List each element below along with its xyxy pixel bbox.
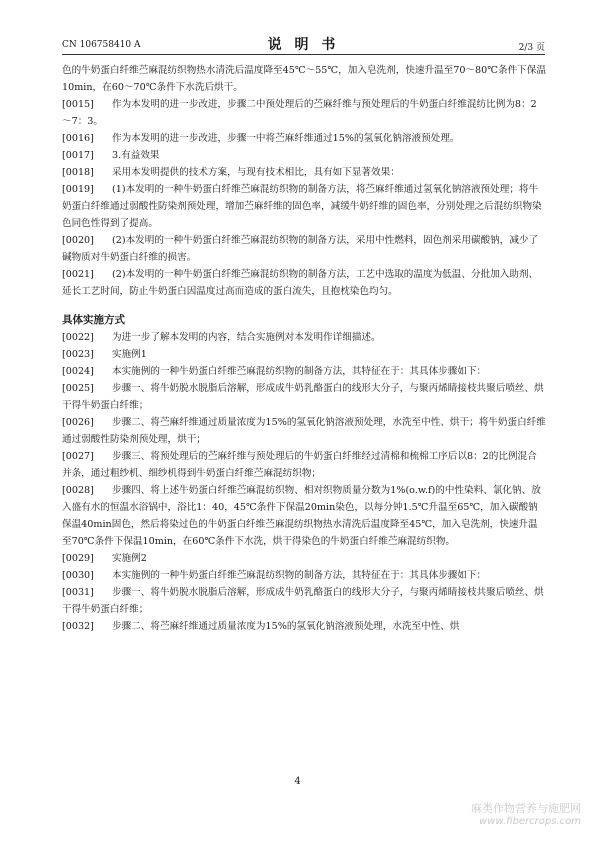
paragraph <box>62 346 546 363</box>
watermark <box>471 800 581 827</box>
paragraph-text: 步骤二、将苎麻纤维通过质量浓度为15%的氢氧化钠溶液预处理，水洗至中性、烘 <box>112 621 460 632</box>
paragraph-text: 实施例2 <box>112 553 147 564</box>
paragraph <box>62 618 546 635</box>
paragraph-text: (1)本发明的一种牛奶蛋白纤维苎麻混纺织物的制备方法，将苎麻纤维通过氢氧化钠溶液预处理；将牛奶蛋白纤维通过弱酸性防染剂预处理，增加苎麻纤维的固色率，减缓牛奶纤维的固色率，分别处理之后混纺织物染色同色性得到了提高。 <box>62 184 542 229</box>
paragraph-number: [0019] <box>62 184 94 195</box>
watermark-url: www.fibercrops.com <box>479 816 581 827</box>
paragraph-number: [0024] <box>62 366 94 377</box>
paragraph-number: [0022] <box>62 332 94 343</box>
paragraph-text: (2)本发明的一种牛奶蛋白纤维苎麻混纺织物的制备方法，采用中性燃料，固色剂采用碳酸钠，减少了碱物质对牛奶蛋白纤维的损害。 <box>62 235 539 263</box>
paragraph-text: 作为本发明的进一步改进，步骤一中将苎麻纤维通过15%的氢氧化钠溶液预处理。 <box>112 133 460 144</box>
paragraph-number: [0020] <box>62 235 94 246</box>
page-indicator: 2/3 页 <box>518 43 545 53</box>
paragraph <box>62 147 546 164</box>
paragraph <box>62 266 546 300</box>
paragraph <box>62 164 546 181</box>
paragraph <box>62 448 546 482</box>
paragraph <box>62 232 546 266</box>
paragraph-text: 步骤四、将上述牛奶蛋白纤维苎麻混纺织物、相对织物质量分数为1%(o.w.f)的中性染料、氯化钠、放入盛有水的恒温水浴锅中，浴比1：40，45℃条件下保温20min染色，以每分钟1.5℃升温至65℃，加入碳酸钠保温40min固色，然后将染过色的牛奶蛋白纤维苎麻混纺织物热水清洗后温度降至45℃，加入皂洗剂，快速升温至70℃条件下保温10min，在60℃条件下水洗，烘干得染色的牛奶蛋白纤维苎麻混纺织物。 <box>62 485 541 547</box>
patent-number: CN 106758410 A <box>62 40 141 50</box>
paragraph-text: 为进一步了解本发明的内容，结合实施例对本发明作详细描述。 <box>112 332 381 343</box>
watermark-site-name: 麻类作物营养与施肥网 <box>471 802 581 815</box>
paragraph <box>62 567 546 584</box>
paragraph <box>62 482 546 550</box>
paragraph-number: [0015] <box>62 99 94 110</box>
paragraph <box>62 130 546 147</box>
paragraph-text: 采用本发明提供的技术方案，与现有技术相比，具有如下显著效果： <box>112 167 400 178</box>
paragraph-number: [0027] <box>62 451 94 462</box>
paragraph <box>62 363 546 380</box>
section-heading: 具体实施方式 <box>62 314 125 326</box>
paragraph-number: [0030] <box>62 570 94 581</box>
paragraph-text: 3.有益效果 <box>112 150 160 161</box>
paragraph-number: [0018] <box>62 167 94 178</box>
paragraph-block-effects <box>62 62 546 300</box>
paragraph <box>62 62 546 96</box>
paragraph-number: [0023] <box>62 349 94 360</box>
paragraph-number: [0032] <box>62 621 94 632</box>
paragraph <box>62 181 546 232</box>
paragraph-text: 实施例1 <box>112 349 147 360</box>
paragraph-number: [0025] <box>62 383 94 394</box>
paragraph-text: (2)本发明的一种牛奶蛋白纤维苎麻混纺织物的制备方法，工艺中选取的温度为低温、分批加入助剂、延长工艺时间，防止牛奶蛋白因温度过高而造成的蛋白流失，且抱枕染色均匀。 <box>62 269 539 297</box>
paragraph-number: [0016] <box>62 133 94 144</box>
paragraph-number: [0028] <box>62 485 94 496</box>
document-title: 说 明 书 <box>267 37 340 53</box>
page-number: 4 <box>294 776 301 787</box>
paragraph-number: [0031] <box>62 587 94 598</box>
paragraph <box>62 96 546 130</box>
paragraph-text: 步骤三、将预处理后的苎麻纤维与预处理后的牛奶蛋白纤维经过清棉和梳棉工序后以8：2的比例混合并条，通过粗纱机、细纱机得到牛奶蛋白纤维苎麻混纺织物； <box>62 451 537 479</box>
page-header <box>62 34 545 55</box>
paragraph <box>62 584 546 618</box>
paragraph-number: [0021] <box>62 269 94 280</box>
paragraph-text: 作为本发明的进一步改进，步骤二中预处理后的苎麻纤维与预处理后的牛奶蛋白纤维混纺比例为8：2～7：3。 <box>62 99 537 127</box>
paragraph-number: [0017] <box>62 150 94 161</box>
paragraph-text: 色的牛奶蛋白纤维苎麻混纺织物热水清洗后温度降至45℃～55℃，加入皂洗剂，快速升温至70～80℃条件下保温10min，在60～70℃条件下水洗后烘干。 <box>62 65 546 93</box>
paragraph-text: 步骤二、将苎麻纤维通过质量浓度为15%的氢氧化钠溶液预处理，水洗至中性、烘干；将牛奶蛋白纤维通过弱酸性防染剂预处理，烘干； <box>62 417 546 445</box>
paragraph-text: 步骤一、将牛奶脱水脱脂后溶解，形成成牛奶乳酪蛋白的线形大分子，与聚丙烯睛接枝共聚后喷丝、烘干得牛奶蛋白纤维； <box>62 587 544 615</box>
paragraph <box>62 380 546 414</box>
paragraph-number: [0026] <box>62 417 94 428</box>
paragraph <box>62 414 546 448</box>
paragraph-text: 本实施例的一种牛奶蛋白纤维苎麻混纺织物的制备方法，其特征在于：其具体步骤如下： <box>112 366 487 377</box>
paragraph-number: [0029] <box>62 553 94 564</box>
paragraph-block-embodiments <box>62 329 546 635</box>
paragraph-text: 本实施例的一种牛奶蛋白纤维苎麻混纺织物的制备方法，其特征在于：其具体步骤如下： <box>112 570 487 581</box>
document-body <box>62 62 546 635</box>
paragraph <box>62 550 546 567</box>
paragraph <box>62 329 546 346</box>
paragraph-text: 步骤一、将牛奶脱水脱脂后溶解，形成成牛奶乳酪蛋白的线形大分子，与聚丙烯睛接枝共聚后喷丝、烘干得牛奶蛋白纤维； <box>62 383 544 411</box>
